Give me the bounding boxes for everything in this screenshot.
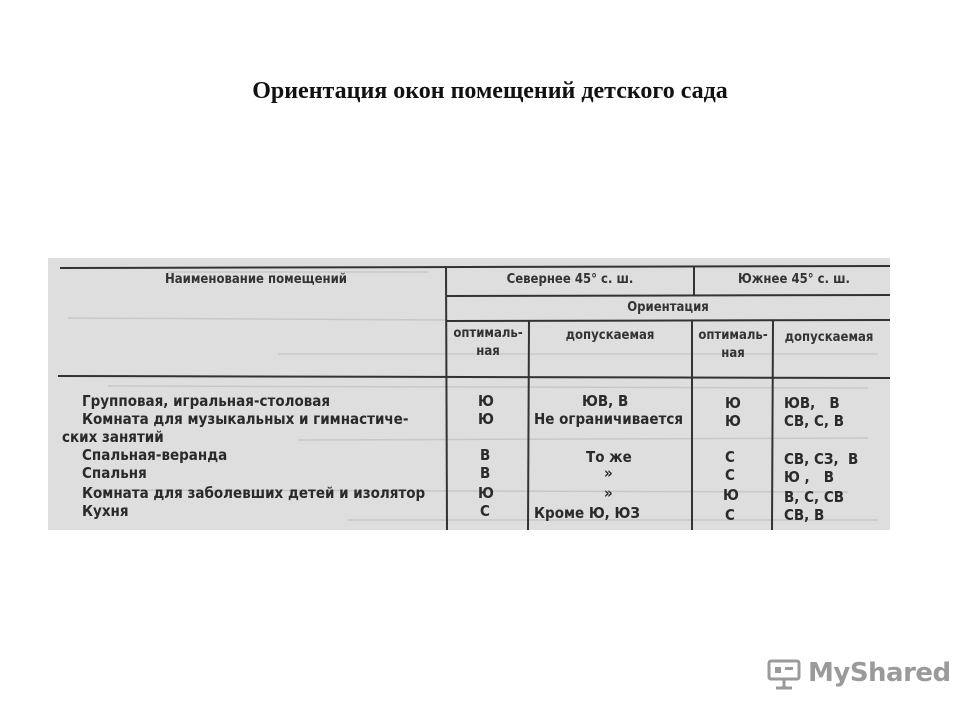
south-allowed: ЮВ, В (784, 394, 840, 412)
myshared-logo (766, 655, 951, 695)
header-north: Севернее 45° с. ш. (506, 272, 634, 287)
south-optimal: Ю (725, 412, 741, 430)
south-allowed: СВ, В (784, 506, 825, 524)
header-north-optimal-line2: ная (476, 344, 500, 359)
north-optimal: В (480, 464, 491, 482)
south-optimal: С (725, 448, 735, 466)
south-optimal: С (725, 506, 735, 524)
header-south-optimal-line2: ная (721, 346, 745, 361)
header-south-allowed: допускаемая (784, 330, 874, 345)
room-name: Спальня (82, 464, 147, 482)
header-north-allowed: допускаемая (565, 328, 655, 343)
room-name: ских занятий (62, 428, 164, 446)
south-allowed: СВ, С, В (784, 412, 845, 430)
room-name: Комната для музыкальных и гимнастиче- (82, 410, 409, 428)
north-optimal: Ю (478, 410, 494, 428)
header-north-optimal-line1: оптималь- (453, 326, 523, 341)
logo-text: MyShared (808, 658, 951, 688)
room-name: Спальная-веранда (82, 446, 228, 464)
north-allowed: » (604, 464, 613, 482)
room-name: Кухня (82, 502, 129, 520)
scanned-table (48, 258, 890, 530)
presentation-board-icon (766, 657, 802, 691)
north-optimal: С (480, 502, 490, 520)
header-room: Наименование помещений (165, 272, 347, 287)
header-orientation: Ориентация (627, 300, 709, 315)
north-optimal: Ю (478, 392, 494, 410)
south-allowed: Ю , В (784, 468, 835, 486)
south-optimal: Ю (725, 394, 741, 412)
room-name: Комната для заболевших детей и изолятор (82, 484, 426, 502)
north-allowed: » (604, 484, 613, 502)
header-south-optimal-line1: оптималь- (698, 328, 768, 343)
header-south: Южнее 45° с. ш. (738, 272, 850, 287)
north-allowed: Кроме Ю, ЮЗ (534, 504, 640, 522)
north-allowed: Не ограничивается (534, 410, 684, 428)
room-name: Групповая, игральная-столовая (82, 392, 331, 410)
north-allowed: То же (586, 448, 632, 466)
south-allowed: В, С, СВ (784, 488, 845, 506)
south-optimal: С (725, 466, 735, 484)
north-optimal: В (480, 446, 491, 464)
north-optimal: Ю (478, 484, 494, 502)
north-allowed: ЮВ, В (582, 392, 629, 410)
slide-title: Ориентация окон помещений детского сада (252, 78, 728, 104)
south-optimal: Ю (723, 486, 739, 504)
south-allowed: СВ, СЗ, В (784, 450, 859, 468)
